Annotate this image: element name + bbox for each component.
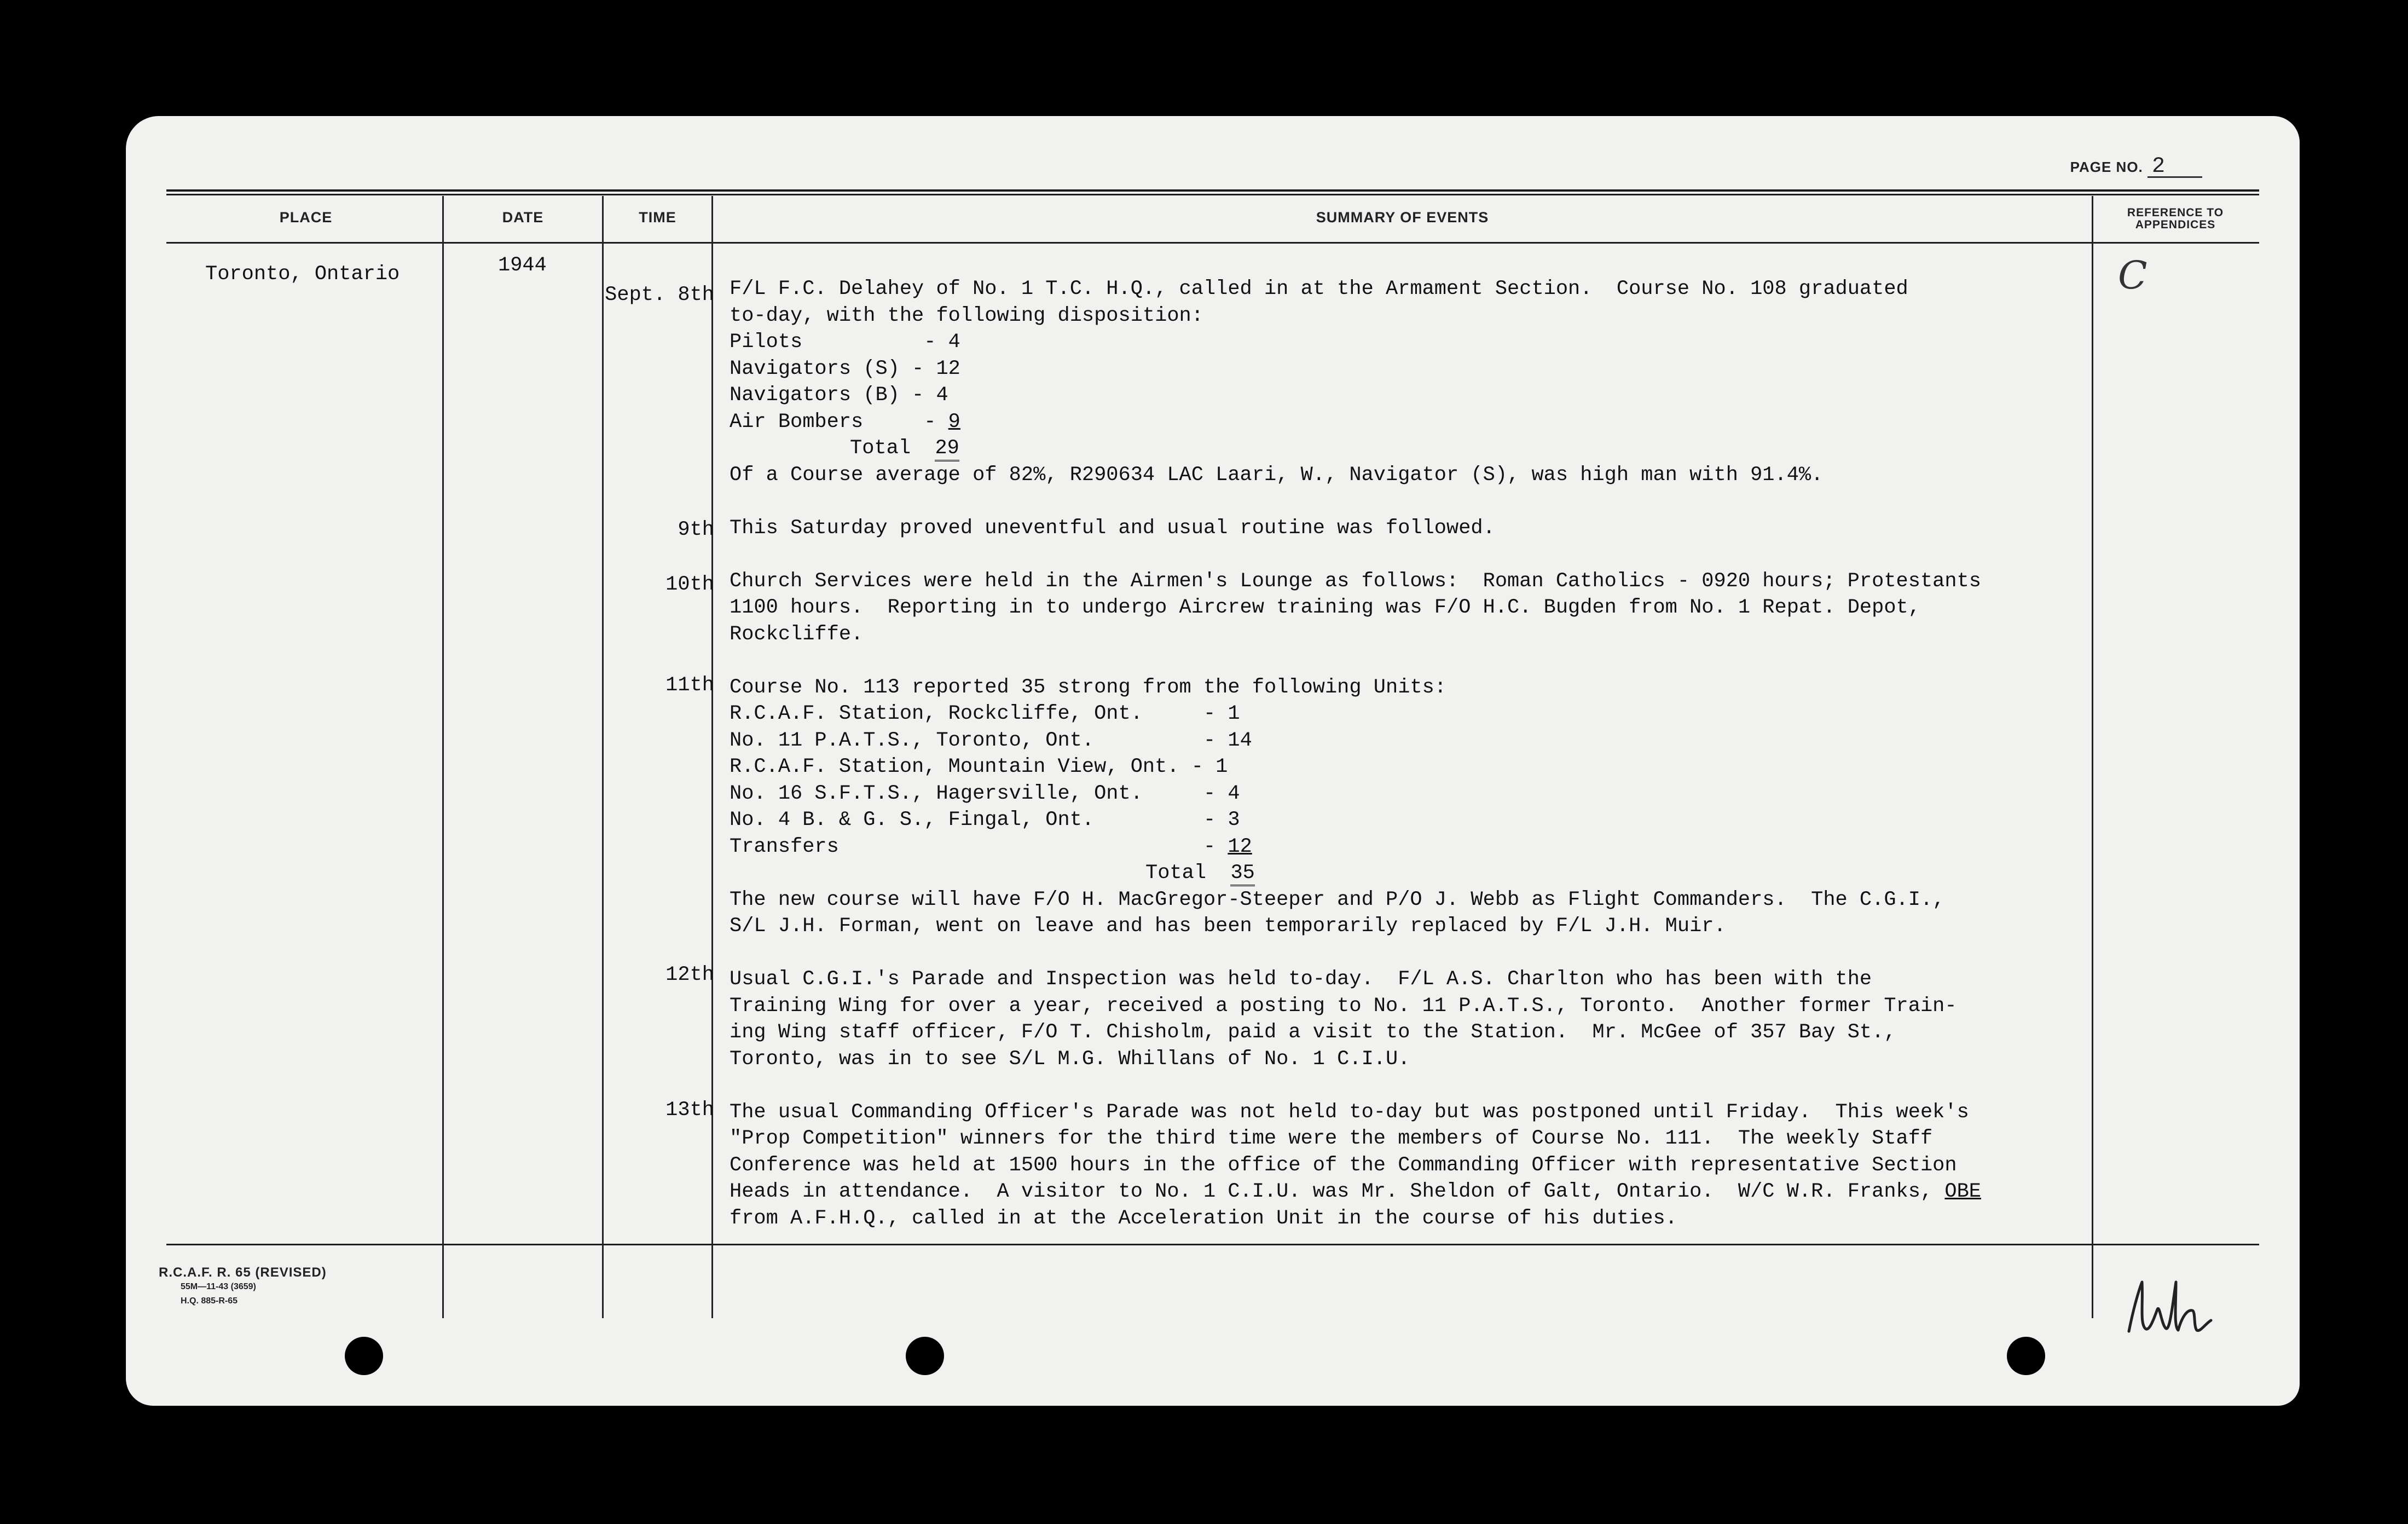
date-11th: 11th: [665, 674, 714, 697]
disposition-row-navigators-b: Navigators (B) - 4: [730, 384, 948, 407]
entry-13th: [730, 1099, 2224, 1232]
table-bottom-rule: [166, 1244, 2259, 1245]
unit-row: R.C.A.F. Station, Rockcliffe, Ont. - 1: [730, 702, 1240, 725]
column-divider-date: [602, 196, 604, 1318]
units-total: Total 35: [730, 860, 2224, 887]
date-13th: 13th: [665, 1099, 714, 1122]
form-number: R.C.A.F. R. 65 (REVISED): [159, 1265, 327, 1280]
date-9th: 9th: [678, 518, 714, 541]
binder-hole-left: [345, 1337, 383, 1375]
entry-line: Usual C.G.I.'s Parade and Inspection was held to-day. F/L A.S. Charlton who has been with the: [730, 968, 1872, 991]
entry-line: Toronto, was in to see S/L M.G. Whillans of No. 1 C.I.U.: [730, 1047, 1410, 1071]
column-divider-place: [442, 196, 444, 1318]
entry-line: ing Wing staff officer, F/O T. Chisholm, paid a visit to the Station. Mr. McGee of 357 Bay St.,: [730, 1021, 1896, 1044]
obe-underlined: OBE: [1944, 1180, 1981, 1203]
entry-9th: This Saturday proved uneventful and usual routine was followed.: [730, 516, 1495, 540]
entry-line: Of a Course average of 82%, R290634 LAC Laari, W., Navigator (S), was high man with 91.4%.: [730, 463, 1824, 487]
binder-hole-right: [2007, 1337, 2045, 1375]
header-top-rule: [166, 189, 2259, 192]
entry-line: Church Services were held in the Airmen's Lounge as follows: Roman Catholics - 0920 hours; Protestants: [730, 569, 1981, 593]
appendix-reference-mark: C: [2118, 253, 2147, 298]
column-divider-time: [711, 196, 713, 1318]
header-bottom-rule: [166, 242, 2259, 244]
header-reference: [2093, 207, 2258, 231]
page-number-field: [2070, 154, 2202, 179]
entry-line: Heads in attendance. A visitor to No. 1 C.I.U. was Mr. Sheldon of Galt, Ontario. W/C W.R. Franks, OBE: [730, 1180, 1981, 1203]
date-8th: Sept. 8th: [605, 284, 714, 307]
unit-row: No. 11 P.A.T.S., Toronto, Ont. - 14: [730, 729, 1252, 752]
entry-10th: [730, 568, 2224, 648]
binder-hole-center: [906, 1337, 944, 1375]
entry-line: "Prop Competition" winners for the third time were the members of Course No. 111. The weekly Staff: [730, 1127, 1933, 1150]
page-number-label: PAGE NO.: [2070, 159, 2143, 175]
disposition-row-navigators-s: Navigators (S) - 12: [730, 357, 960, 380]
header-summary: SUMMARY OF EVENTS: [1316, 209, 1489, 226]
form-print-code: 55M—11-43 (3659): [181, 1282, 256, 1291]
unit-row: No. 16 S.F.T.S., Hagersville, Ont. - 4: [730, 782, 1240, 805]
disposition-total: Total 29: [730, 435, 2224, 462]
entry-12th: [730, 966, 2224, 1072]
entry-line: The new course will have F/O H. MacGregor-Steeper and P/O J. Webb as Flight Commanders. The C.G.I.,: [730, 888, 1945, 911]
header-reference-line1: REFERENCE TO: [2127, 206, 2224, 219]
disposition-row-pilots: Pilots - 4: [730, 331, 960, 354]
header-place: PLACE: [279, 209, 333, 226]
entry-line: S/L J.H. Forman, went on leave and has been temporarily replaced by F/L J.H. Muir.: [730, 915, 1726, 938]
entry-line: from A.F.H.Q., called in at the Acceleration Unit in the course of his duties.: [730, 1206, 1677, 1230]
entry-8th: [730, 276, 2224, 488]
entry-line: F/L F.C. Delahey of No. 1 T.C. H.Q., called in at the Armament Section. Course No. 108 graduated: [730, 278, 1908, 301]
header-top-rule-2: [166, 194, 2259, 195]
entry-line: Conference was held at 1500 hours in the office of the Commanding Officer with representative Section: [730, 1153, 1957, 1177]
entry-line: Training Wing for over a year, received a posting to No. 11 P.A.T.S., Toronto. Another former Train-: [730, 994, 1957, 1018]
diary-form-sheet: [126, 116, 2300, 1406]
page-number-value: 2: [2147, 158, 2202, 178]
place-entry: Toronto, Ontario: [205, 263, 400, 286]
header-reference-line2: APPENDICES: [2135, 218, 2216, 231]
form-hq-code: H.Q. 885-R-65: [181, 1296, 238, 1306]
entry-line: 1100 hours. Reporting in to undergo Aircrew training was F/O H.C. Bugden from No. 1 Repat. Depot,: [730, 596, 1920, 619]
summary-of-events: [730, 276, 2224, 1232]
disposition-row-air-bombers: Air Bombers - 9: [730, 410, 960, 434]
entry-line: The usual Commanding Officer's Parade was not held to-day but was postponed until Friday. This week's: [730, 1100, 1969, 1124]
unit-row: Transfers - 12: [730, 835, 1252, 858]
entry-line: Rockcliffe.: [730, 622, 864, 646]
header-time: TIME: [639, 209, 676, 226]
year-entry: 1944: [498, 254, 547, 277]
date-10th: 10th: [665, 573, 714, 596]
date-12th: 12th: [665, 963, 714, 986]
handwritten-initials: [2123, 1271, 2233, 1342]
header-date: DATE: [502, 209, 544, 226]
entry-line: to-day, with the following disposition:: [730, 304, 1203, 327]
form-footer: [159, 1266, 327, 1308]
entry-line: Course No. 113 reported 35 strong from the following Units:: [730, 676, 1447, 699]
entry-11th: [730, 674, 2224, 940]
unit-row: No. 4 B. & G. S., Fingal, Ont. - 3: [730, 809, 1240, 832]
unit-row: R.C.A.F. Station, Mountain View, Ont. - 1: [730, 755, 1228, 778]
